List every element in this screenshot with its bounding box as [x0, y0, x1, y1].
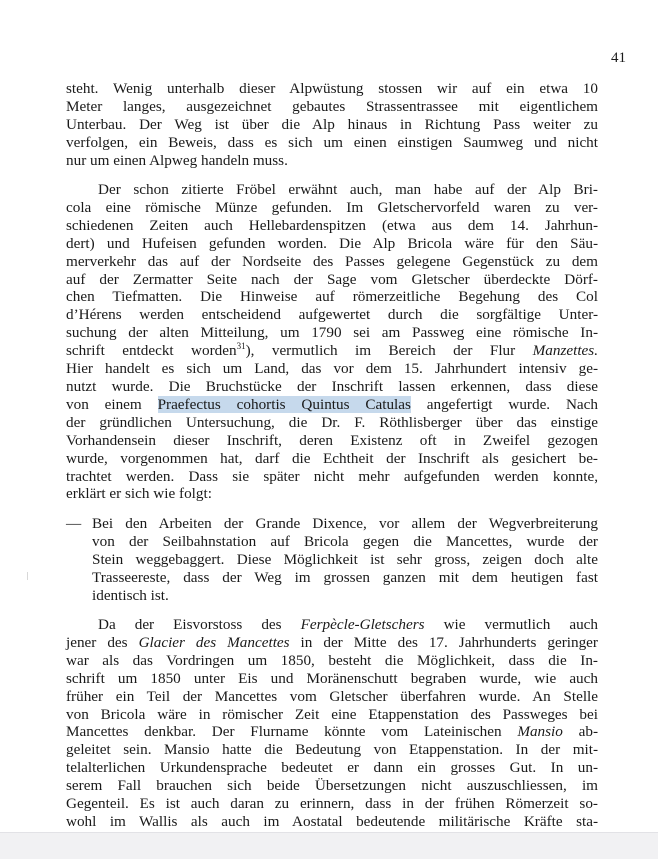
text-span: angefertigt wurde. Nach — [410, 395, 598, 413]
text-span: von einem — [66, 395, 158, 413]
footnote-reference[interactable]: 31 — [236, 341, 246, 352]
text-line: nutzt wurde. Die Bruchstücke der Inschrift lassen erkennen, dass diese — [66, 377, 598, 395]
text-span: wie vermutlich auch — [424, 616, 599, 633]
text-span: in der Mitte des 17. Jahrhunderts geringer — [289, 633, 598, 651]
text-span: ab- — [562, 723, 598, 741]
text-line: trachtet werden. Dass sie später nicht mehr aufgefunden werden konnte, — [66, 467, 598, 485]
text-line: von der Seilbahnstation auf Bricola gegen die Mancettes, wurde der — [92, 532, 598, 550]
text-line: Meter langes, ausgezeichnet gebautes Strassentrassee mit eigentlichem — [66, 97, 598, 115]
text-line: Trasseereste, dass der Weg im grossen ganzen mit dem heutigen fast — [92, 568, 598, 586]
text-line: Der schon zitierte Fröbel erwähnt auch, man habe auf der Alp Bri- — [98, 181, 598, 198]
text-line: früher ein Teil der Mancettes vom Gletscher überfahren wurde. An Stelle — [66, 687, 598, 705]
text-line: erklärt er sich wie folgt: — [66, 485, 212, 503]
text-selection-highlight[interactable]: Praefectus cohortis Quintus Catulas — [157, 395, 411, 413]
text-line: von Bricola wäre in römischer Zeit eine Etappenstation des Passweges bei — [66, 705, 598, 723]
text-span: Da der Eisvorstoss des — [98, 616, 301, 633]
text-line: chen Tiefmatten. Die Hinweise auf römerzeitliche Begehung des Col — [66, 288, 598, 306]
text-line: merverkehr das auf der Nordseite des Passes gelegene Gegenstück zu dem — [66, 252, 598, 270]
text-line: geleitet sein. Mansio hatte die Bedeutung von Etappenstation. In der mit- — [66, 741, 598, 759]
text-line: nur um einen Alpweg handeln muss. — [66, 151, 288, 169]
text-line: schrift um 1850 unter Eis und Moränenschutt begraben wurde, wie auch — [66, 669, 598, 687]
bullet-text — [92, 515, 598, 605]
text-line: verfolgen, ein Beweis, dass es sich um einen einstigen Saumweg und nicht — [66, 133, 598, 151]
text-line: Bei den Arbeiten der Grande Dixence, vor allem der Wegverbreiterung — [92, 515, 598, 532]
paragraph-3 — [66, 616, 598, 831]
text-line: Stein weggebaggert. Diese Möglichkeit ist sehr gross, zeigen doch alte — [92, 550, 598, 568]
glacier-name-italic: Glacier des Mancettes — [138, 633, 290, 651]
text-line: schiedenen Zeiten auch Hellebardenspitzen (etwa aus dem 14. Jahrhun- — [66, 216, 598, 234]
latin-term-italic: Mansio — [517, 723, 563, 741]
paragraph-1 — [66, 80, 598, 170]
text-line: der gründlichen Untersuchung, die Dr. F. Röthlisberger über das einstige — [66, 413, 598, 431]
glacier-name-italic: Ferpècle-Gletschers — [300, 616, 425, 633]
paragraph-2 — [66, 181, 598, 503]
margin-mark — [27, 572, 28, 580]
text-line — [66, 634, 598, 652]
text-line-footnote — [66, 342, 598, 360]
text-line: Vorhandensein dieser Inschrift, deren Existenz oft in Zweifel gezogen — [66, 431, 598, 449]
text-line: identisch ist. — [92, 586, 169, 604]
text-line: steht. Wenig unterhalb dieser Alpwüstung stossen wir auf ein etwa 10 — [66, 80, 598, 97]
page-number: 41 — [611, 50, 626, 66]
text-line: serem Fall brauchen sich beide Übersetzungen nicht auszuschliessen, im — [66, 777, 598, 795]
viewer-bottom-bar — [0, 832, 658, 859]
text-line — [66, 723, 598, 741]
text-span: ), vermutlich im Bereich der Flur — [245, 342, 533, 360]
text-line: wohl im Wallis als auch im Aostatal bedeutende militärische Kräfte sta- — [66, 812, 598, 830]
text-line: Unterbau. Der Weg ist über die Alp hinaus in Richtung Pass weiter zu — [66, 115, 598, 133]
text-line: wurde, vorgenommen hat, darf die Echtheit der Inschrift als gesichert be- — [66, 449, 598, 467]
text-line-highlight — [66, 396, 598, 414]
place-name-italic: Manzettes. — [532, 342, 598, 360]
text-line: Gegenteil. Es ist auch daran zu erinnern, dass in der frühen Römerzeit so- — [66, 795, 598, 813]
bullet-dash: — — [66, 515, 82, 532]
text-line: war als das Vordringen um 1850, besteht die Möglichkeit, dass die In- — [66, 651, 598, 669]
text-line: dert) und Hufeisen gefunden worden. Die Alp Bricola wäre für den Säu- — [66, 234, 598, 252]
text-line: cola eine römische Münze gefunden. Im Gletschervorfeld waren zu ver- — [66, 198, 598, 216]
text-line: Hier handelt es sich um Land, das vor dem 15. Jahrhundert intensiv ge- — [66, 360, 598, 378]
text-line: auf der Zermatter Seite nach der Sage vom Gletscher überdeckte Dörf- — [66, 270, 598, 288]
text-span: schrift entdeckt worden — [66, 342, 237, 360]
text-line: suchung der alten Mitteilung, um 1790 sei am Passweg eine römische In- — [66, 324, 598, 342]
text-line: d’Hérens werden entscheidend aufgewertet durch die sorgfältige Unter- — [66, 306, 598, 324]
text-line — [66, 616, 598, 634]
text-span: jener des — [66, 633, 139, 651]
text-span: Mancettes denkbar. Der Flurname könnte vom Lateinischen — [66, 723, 518, 741]
text-line: telalterlichen Urkundensprache bedeutet er dann ein grosses Gut. In un- — [66, 759, 598, 777]
